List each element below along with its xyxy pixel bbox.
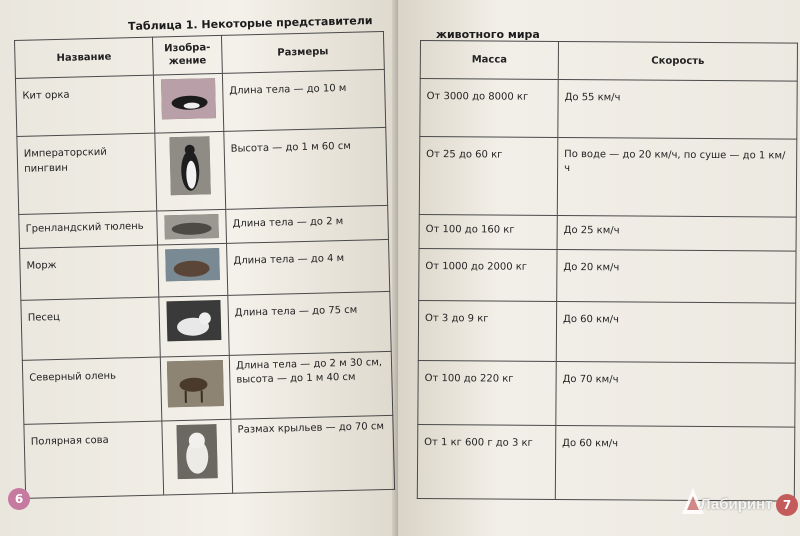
emperor-penguin-photo-icon <box>169 136 210 195</box>
table-row <box>20 239 390 300</box>
animal-size: Длина тела — до 2 м <box>226 205 389 243</box>
reindeer-photo-icon <box>167 360 224 407</box>
table-row <box>418 360 795 427</box>
table-row <box>24 415 395 498</box>
page-number-right: 7 <box>776 494 798 516</box>
table-title: Таблица 1. Некоторые представители <box>127 14 373 33</box>
animal-size: Длина тела — до 10 м <box>222 69 385 131</box>
table-row <box>418 300 795 363</box>
animal-name: Песец <box>21 297 160 360</box>
table-row <box>419 214 796 251</box>
animal-speed: До 25 км/ч <box>557 215 796 251</box>
table-title-continued: животного мира <box>436 28 540 41</box>
table-row <box>417 424 795 501</box>
table-row <box>22 351 392 424</box>
table-row <box>17 127 388 214</box>
animal-mass: От 3000 до 8000 кг <box>420 79 558 138</box>
watermark: Лабиринт <box>700 496 773 513</box>
walrus-photo-icon <box>165 248 220 281</box>
table-row <box>419 137 797 218</box>
orca-photo-icon <box>161 78 216 119</box>
arctic-fox-photo-icon <box>166 300 221 341</box>
animal-name: Императорский пингвин <box>17 133 157 214</box>
animal-speed: До 70 км/ч <box>556 361 795 427</box>
animal-mass: От 1 кг 600 г до 3 кг <box>417 424 556 499</box>
animal-name: Полярная сова <box>24 421 164 498</box>
animal-name: Гренландский тюлень <box>19 211 158 248</box>
animal-speed: До 60 км/ч <box>555 425 795 501</box>
table-row <box>419 248 796 303</box>
animals-table-left <box>14 31 395 499</box>
animal-mass: От 25 до 60 кг <box>419 137 558 216</box>
animal-speed: До 60 км/ч <box>556 301 795 363</box>
snowy-owl-photo-icon <box>176 424 217 479</box>
animal-speed: По воде — до 20 км/ч, по суше — до 1 км/ч <box>557 137 797 217</box>
animal-mass: От 100 до 220 кг <box>418 360 556 425</box>
animal-name: Северный олень <box>22 357 162 424</box>
animal-mass: От 1000 до 2000 кг <box>419 248 557 301</box>
table-row <box>420 79 797 140</box>
left-page <box>0 0 398 536</box>
animal-size: Длина тела — до 4 м <box>227 239 390 295</box>
animal-size: Длина тела — до 75 см <box>228 291 391 355</box>
header-mass: Масса <box>420 41 558 80</box>
animal-speed: До 20 км/ч <box>557 249 796 303</box>
animal-mass: От 100 до 160 кг <box>419 214 557 249</box>
animal-name: Кит орка <box>15 75 154 136</box>
animal-size: Высота — до 1 м 60 см <box>224 127 388 209</box>
table-row <box>21 291 391 360</box>
header-name: Название <box>15 37 154 78</box>
animals-table-right <box>417 40 798 502</box>
page-number: 6 <box>8 488 30 510</box>
header-image: Изобра- жение <box>152 35 222 75</box>
animal-mass: От 3 до 9 кг <box>418 300 556 361</box>
harp-seal-photo-icon <box>164 214 219 239</box>
header-speed: Скорость <box>558 41 797 81</box>
header-size: Размеры <box>221 31 384 73</box>
animal-speed: До 55 км/ч <box>558 79 797 139</box>
animal-name: Морж <box>20 245 159 300</box>
animal-size: Длина тела — до 2 м 30 см, высота — до 1 м 40 см <box>229 351 393 419</box>
table-row <box>15 69 385 136</box>
animal-size: Размах крыльев — до 70 см <box>231 415 395 493</box>
